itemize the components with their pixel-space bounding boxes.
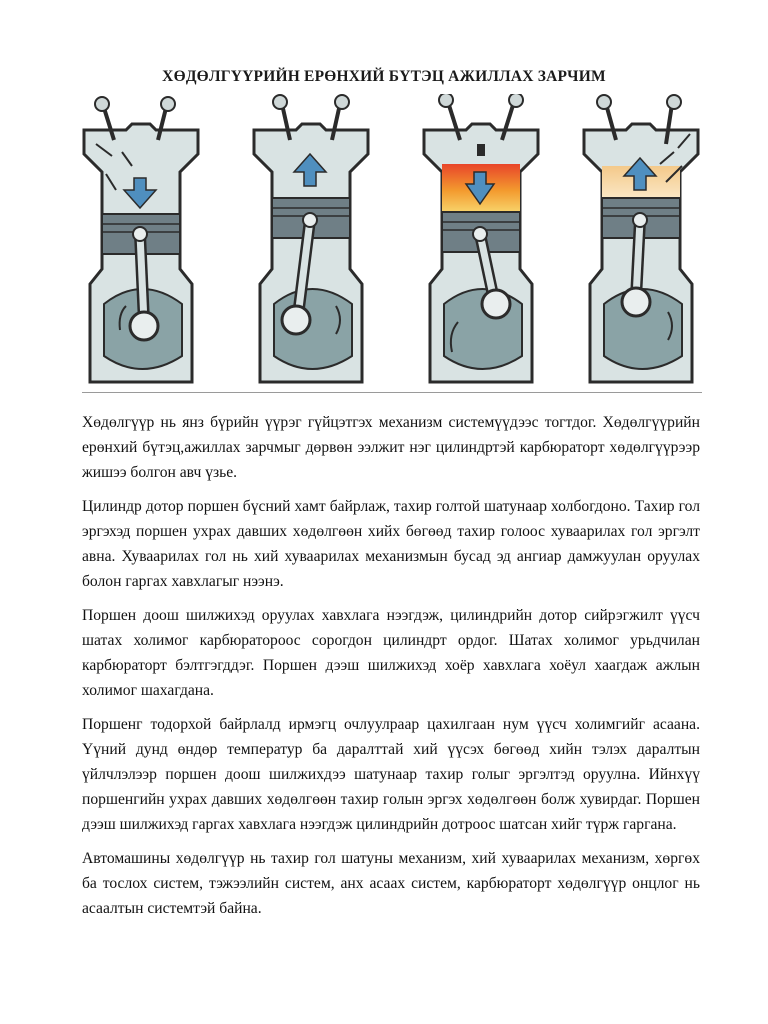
paragraph: Цилиндр дотор поршен бүсний хамт байрлаж, тахир голтой шатунаар холбогдоно. Тахир гол эргэхэд поршен ухрах давших хөдөлгөөн хийх бөгөөд тахир голоос хуваарилах гол эргэлт авна. Хуваарилах гол нь хий хуваарилах механизмын бусад эд ангиар дамжуулан оруулах болон гаргах хавхлагыг нээнэ. — [82, 498, 700, 590]
page-title: ХӨДӨЛГҮҮРИЙН ЕРӨНХИЙ БҮТЭЦ АЖИЛЛАХ ЗАРЧИМ — [162, 68, 606, 85]
stage-power — [424, 94, 538, 382]
engine-cycle-illustration — [82, 94, 702, 386]
document-body — [82, 410, 700, 930]
stage-exhaust — [584, 95, 698, 382]
paragraph: Поршен доош шилжихэд оруулах хавхлага нээгдэж, цилиндрийн дотор сийрэгжилт үүсч шатах холимог карбюратороос сорогдон цилиндрт ордог. Шатах холимог урьдчилан карбюраторт бэлтгэгддэг. Поршен дээш шилжихэд хоёр хавхлага хоёул хаагдаж ажлын холимог шахагдана. — [82, 607, 700, 699]
engine-cycle-svg — [82, 94, 702, 386]
paragraph: Хөдөлгүүр нь янз бүрийн үүрэг гүйцэтгэх механизм системүүдээс тогтдог. Хөдөлгүүрийн ерөнхий бүтэц,ажиллах зарчмыг дөрвөн ээлжит нэг цилиндртэй карбюраторт хөдөлгүүрээр жишээ болгон авч үзье. — [82, 414, 700, 481]
figure-divider — [82, 392, 702, 393]
stage-intake — [84, 97, 198, 382]
stage-compression — [254, 95, 368, 382]
paragraph: Поршенг тодорхой байрлалд ирмэгц очлуулраар цахилгаан нум үүсч холимгийг асаана. Үүний дунд өндөр температур ба даралттай хий үүсэх бөгөөд хийн тэлэх даралтын үйлчлэлээр поршен доош шилжихдээ шатунаар тахир голыг эргэлтэд оруулна. Ийнхүү поршенгийн ухрах давших хөдөлгөөн тахир голын эргэх хөдөлгөөн болж хувирдаг. Поршен дээш шилжихэд гаргах хавхлага нээгдэж цилиндрийн дотроос шатсан хийг түрж гаргана. — [82, 716, 700, 833]
paragraph: Автомашины хөдөлгүүр нь тахир гол шатуны механизм, хий хуваарилах механизм, хөргөх ба тослох систем, тэжээлийн систем, анх асаах систем, карбюраторт хөдөлгүүр онцлог нь асаалтын системтэй байна. — [82, 850, 700, 917]
